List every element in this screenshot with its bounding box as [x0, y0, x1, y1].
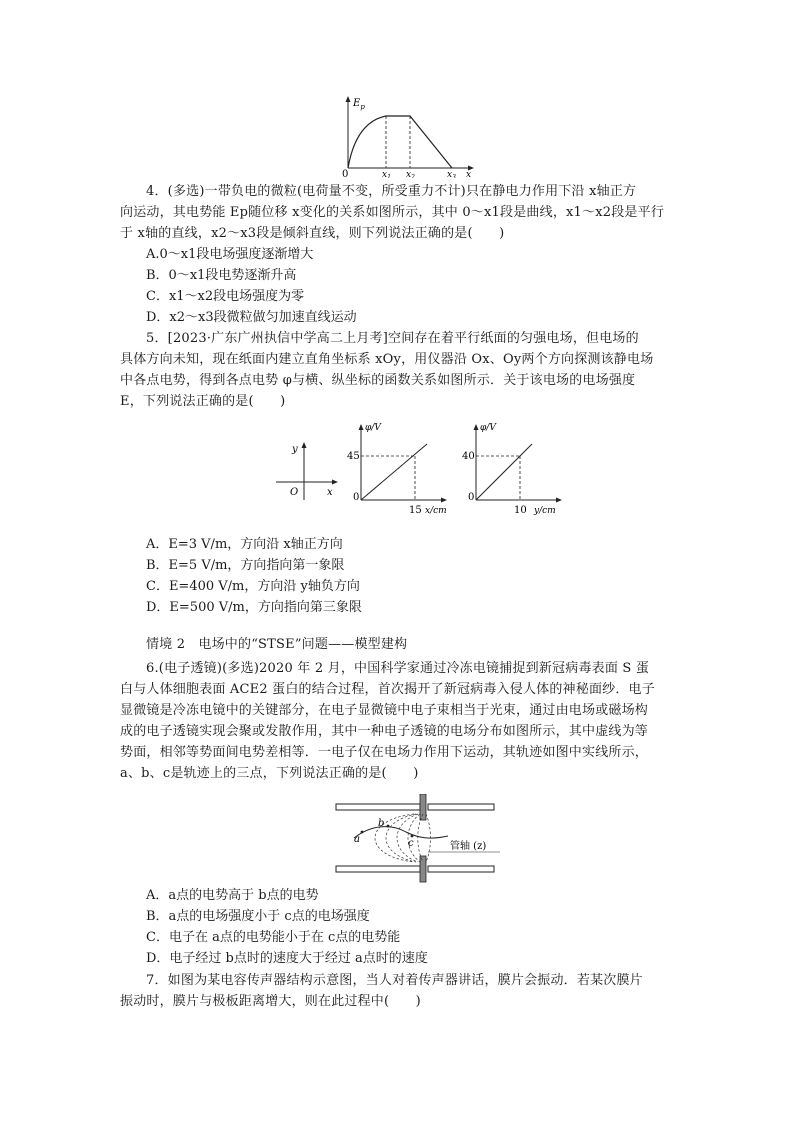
q5-g2-x-arrow — [556, 498, 562, 503]
q6-point-a — [361, 831, 364, 834]
q4-stem-line-2: 向运动，其电势能 Ep随位移 x变化的关系如图所示，其中 0～x1段是曲线，x1～x2段是平行 — [120, 205, 665, 220]
q5-option-b: B．E=5 V/m，方向指向第一象限 — [146, 558, 345, 573]
q5-axes-x-arrow — [332, 480, 338, 485]
q6-point-b — [387, 825, 390, 828]
q4-ylabel: $E_p$ — [353, 98, 365, 111]
q4-x2-label: $x_2$ — [406, 170, 415, 178]
q4-stem-line-3: 于 x轴的直线，x2～x3段是倾斜直线，则下列说法正确的是( ) — [120, 226, 505, 241]
q4-ep-graph — [330, 92, 480, 178]
q5-g2-ylabel: φ/V — [480, 423, 496, 433]
q6-right-bottom-plate — [428, 866, 494, 872]
q5-g1-x-arrow — [441, 498, 447, 503]
q5-stem-line-1: 5．[2023·广东广州执信中学高二上月考]空间存在着平行纸面的匀强电场，但电场的 — [146, 331, 639, 346]
q6-stem-line-2: 白与人体细胞表面 ACE2 蛋白的结合过程，首次揭开了新冠病毒入侵人体的神秘面纱．电子 — [120, 682, 655, 697]
q6-stem-line-5: 势面，相邻等势面间电势差相等．一电子仅在电场力作用下运动，其轨迹如图中实线所示， — [120, 745, 649, 760]
q5-g2-xval: 10 — [514, 505, 527, 516]
q6-stem-line-3: 显微镜是冷冻电镜中的关键部分，在电子显微镜中电子束相当于光束，通过由电场或磁场构 — [120, 703, 649, 718]
q5-phi-y-graph — [460, 418, 570, 518]
q5-g2-y-arrow — [474, 424, 479, 430]
q4-ep-curve — [348, 116, 452, 168]
q4-x1-label: $x_1$ — [382, 170, 391, 178]
q7-stem-line-1: 7．如图为某电容传声器结构示意图，当人对着传声器讲话，膜片会振动．若某次膜片 — [146, 973, 643, 988]
q5-stem-line-4: E，下列说法正确的是( ) — [120, 394, 286, 409]
q6-option-d: D．电子经过 b点时的速度大于经过 a点时的速度 — [146, 951, 428, 966]
q4-stem-line-1: 4．(多选)一带负电的微粒(电荷量不变，所受重力不计)只在静电力作用下沿 x轴正方 — [146, 184, 637, 199]
q6-stem-line-4: 成的电子透镜实现会聚或发散作用，其中一种电子透镜的电场分布如图所示，其中虚线为等 — [120, 724, 649, 739]
q6-electron-lens-figure — [332, 794, 502, 884]
q5-phi-x-graph — [345, 418, 455, 518]
q6-stem-line-1: 6.(电子透镜)(多选)2020 年 2 月，中国科学家通过冷冻电镜捕捉到新冠病毒表面 S 蛋 — [146, 661, 650, 676]
section-heading: 情境 2 电场中的“STSE”问题——模型建构 — [146, 637, 408, 652]
q4-xaxis-label: x — [466, 170, 472, 178]
q5-stem-line-2: 具体方向未知，现在纸面内建立直角坐标系 xOy，用仪器沿 Ox、Oy两个方向探测该静电场 — [120, 352, 654, 367]
q5-g1-yval: 45 — [347, 451, 360, 462]
q5-option-c: C．E=400 V/m，方向沿 y轴负方向 — [146, 579, 360, 594]
q5-g1-origin: 0 — [353, 492, 360, 503]
q5-option-d: D．E=500 V/m，方向指向第三象限 — [146, 600, 362, 615]
q6-option-a: A．a点的电势高于 b点的电势 — [146, 888, 319, 903]
q5-axes-x-label: x — [327, 487, 333, 498]
q5-g2-line — [476, 444, 532, 500]
q5-g2-yval: 40 — [462, 451, 475, 462]
q6-point-c — [411, 835, 414, 838]
q5-coordinate-axes — [268, 438, 348, 508]
q5-g1-xlabel: x/cm — [425, 506, 447, 516]
q5-axes-origin: O — [290, 487, 299, 498]
q6-tube-axis-label: 管轴 (z) — [450, 841, 487, 852]
q4-option-d: D．x2～x3段微粒做匀加速直线运动 — [146, 310, 357, 325]
q5-option-a: A．E=3 V/m，方向沿 x轴正方向 — [146, 537, 343, 552]
q6-label-b: b — [378, 818, 385, 829]
q6-label-a: a — [354, 834, 360, 845]
q4-y-arrow — [346, 96, 351, 102]
q6-left-bottom-plate — [336, 866, 420, 872]
q4-origin: 0 — [342, 169, 349, 178]
q5-axes-y-arrow — [302, 442, 307, 448]
q4-option-c: C．x1～x2段电场强度为零 — [146, 289, 305, 304]
q4-option-a: A.0～x1段电场强度逐渐增大 — [146, 247, 314, 262]
q6-right-top-plate — [428, 804, 494, 810]
q6-option-c: C．电子在 a点的电势能小于在 c点的电势能 — [146, 930, 401, 945]
q6-label-c: c — [408, 838, 414, 849]
q6-option-b: B．a点的电场强度小于 c点的电场强度 — [146, 909, 370, 924]
q7-stem-line-2: 振动时，膜片与极板距离增大，则在此过程中( ) — [120, 994, 421, 1009]
q6-stem-line-6: a、b、c是轨迹上的三点，下列说法正确的是( ) — [120, 766, 419, 781]
q6-top-electrode — [420, 794, 426, 820]
q5-g1-ylabel: φ/V — [365, 423, 381, 433]
q5-g1-xval: 15 — [409, 505, 422, 516]
q6-equipotential-5 — [418, 814, 423, 862]
q5-g1-y-arrow — [359, 424, 364, 430]
q4-option-b: B．0～x1段电势逐渐升高 — [146, 268, 297, 283]
q4-x3-label: $x_3$ — [447, 170, 456, 178]
q6-electron-trajectory — [354, 827, 448, 838]
q5-stem-line-3: 中各点电势，得到各点电势 φ与横、纵坐标的函数关系如图所示．关于该电场的电场强度 — [120, 373, 636, 388]
q6-left-top-plate — [336, 804, 420, 810]
q5-g1-line — [361, 444, 427, 500]
q5-g2-xlabel: y/cm — [534, 506, 556, 516]
q6-bottom-electrode — [420, 856, 426, 882]
q5-g2-origin: 0 — [468, 492, 475, 503]
q5-axes-y-label: y — [292, 444, 298, 455]
